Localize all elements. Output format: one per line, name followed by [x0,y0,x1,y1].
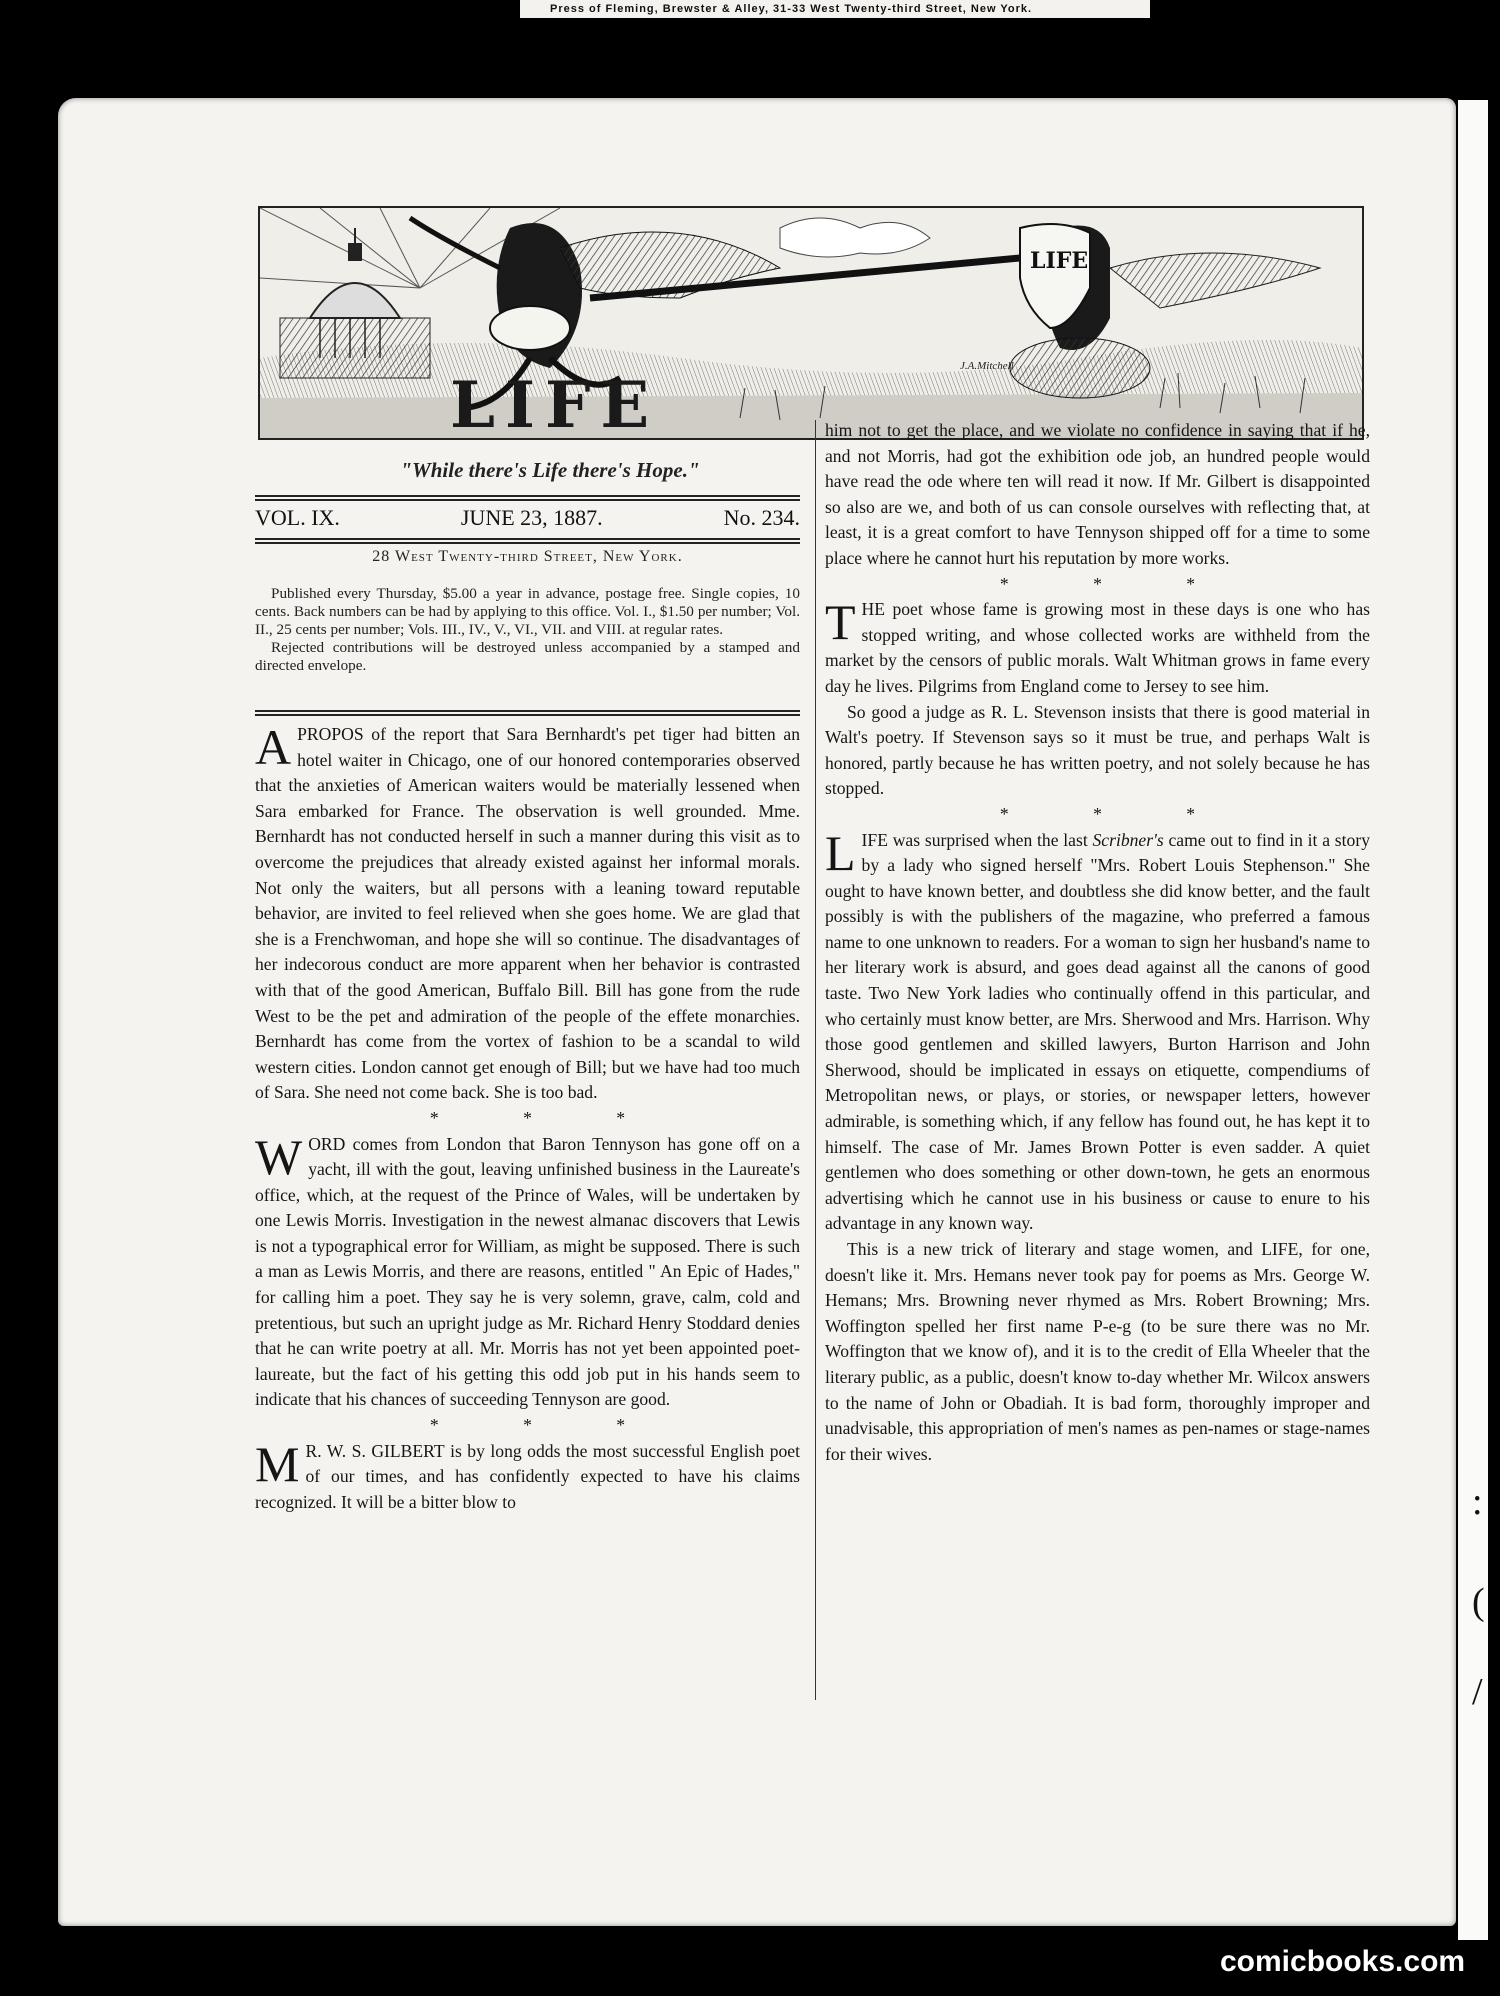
edge-glyph: : [1472,1481,1483,1523]
article-text: was surprised when the last [887,829,1093,850]
lead-in: PROPOS [297,724,364,744]
lead-in: IFE [861,829,888,850]
article-gilbert [255,1435,800,1516]
drop-cap: T [825,594,856,651]
issue-line [255,505,800,531]
article-pen-names [825,824,1370,1238]
watermark: comicbooks.com [1220,1945,1466,1978]
office-address: 28 West Twenty-third Street, New York. [372,548,683,565]
rule-info [255,710,800,712]
section-separator: * * * [999,803,1236,824]
subscription-terms: Published every Thursday, $5.00 a year in advance, postage free. Single copies, 10 cents. Back numbers can be had by applying to this office. Vol. I., $1.50 per number; Vol. II., 25 cents per number; Vols. III., IV., V., VI., VII. and VIII. at regular rates. [255,585,800,638]
article-text: poet whose fame is growing most in these days is one who has stopped writing, and whose collected works are withheld from the market by the censors of public morals. Walt Whitman grows in fame every day he lives. Pilgrims from England come to Jersey to see him. [825,599,1370,696]
shield-text: LIFE [1030,248,1089,274]
article-tennyson [255,1128,800,1414]
volume: VOL. IX. [255,505,340,530]
printer-imprint: Press of Fleming, Brewster & Alley, 31-33 West Twenty-third Street, New York. [520,0,1150,18]
masthead-illustration [258,206,1364,440]
lead-in: HE [861,599,885,620]
drop-cap: M [255,1435,300,1492]
edge-glyph: ( [1472,1581,1485,1623]
article-text: of the report that Sara Bernhardt's pet tiger had bitten an hotel waiter in Chicago, one of our honored contemporaries observed that the anxieties of American waiters would be materially lessened when Sara embarked for France. The observation is well grounded. Mme. Bernhardt has not conducted herself in such a manner during this visit as to overcome the prejudices that already existed against her informal morals. Not only the waiters, but all persons with a leaning toward reputable behavior, are invited to feel relieved when she goes home. We are glad that she is a Frenchwoman, and hope she will so continue. The disadvantages of her indecorous conduct are more apparent when her behavior is contrasted with that of the good American, Buffalo Bill. Bill has gone from the rude West to be the pet and admiration of the people of the effete monarchies. Bernhardt has come from the vortex of fashion to be a scandal to wild western cities. London cannot get enough of Bill; but we have had too much of Sara. She need not come back. She is too bad. [255,724,800,1103]
contribution-notice: Rejected contributions will be destroyed unless accompanied by a stamped and directed envelope. [255,639,800,674]
article-text: is by long odds the most successful English poet of our times, and has confidently expected to have his claims recognized. It will be a bitter blow to [255,1440,800,1512]
edge-glyph: / [1472,1671,1483,1713]
drop-cap: A [255,719,292,775]
issue-number: No. 234. [723,505,800,530]
article-stevenson: So good a judge as R. L. Stevenson insists that there is good material in Walt's poetry. If Stevenson says so it must be true, and perhaps Walt is honored, partly because he has written poetry, and not solely because he has stopped. [825,701,1370,799]
magazine-title: Scribner's [1092,829,1164,850]
smoke-trail [1110,253,1320,308]
rule-top [255,495,800,497]
publication-info [255,585,800,675]
lead-in: R. W. S. GILBERT [305,1440,445,1461]
left-column [255,719,800,1515]
article-whitman [825,594,1370,699]
capitol-dome [280,228,430,378]
article-gilbert-continued: him not to get the place, and we violate no confidence in saying that if he, and not Morris, had got the exhibition ode job, an hundred people would have read the ode where ten will read it now. If Mr. Gilbert is disappointed so also are we, and both of us can console ourselves with reflecting that, at least, it is a great comfort to have Tennyson shipped off for a time to some place where he cannot hurt his reputation by more works. [825,420,1370,568]
motto: "While there's Life there's Hope." [400,458,700,482]
article-pen-names-conclusion: This is a new trick of literary and stage women, and LIFE, for one, doesn't like it. Mrs. Hemans never took pay for poems as Mrs. George W. Hemans; Mrs. Browning never rhymed as Mrs. Robert Browning; Mrs. Woffington spelled her first name P-e-g (to be sure there was no Mr. Woffington that we know of), and it is to the credit of Ella Wheeler that the literary public, as a public, doesn't know to-day whether Mr. Wilcox answers to the name of John or Obadiah. It is bad form, thoroughly improper and unadvisable, this appropriation of men's names as pen-names or stage-names for their wives. [825,1239,1370,1464]
section-separator: * * * [429,1107,666,1128]
issue-date: JUNE 23, 1887. [460,505,603,530]
rule-info-2 [255,714,800,716]
section-separator: * * * [999,573,1236,594]
lead-in: ORD [308,1133,346,1154]
masthead-drawing [260,208,1362,438]
column-divider [815,420,816,1700]
rule-bottom-2 [255,542,800,544]
drop-cap: L [825,824,856,881]
drop-cap: W [255,1128,303,1185]
article-text: came out to find in it a story by a lady who signed herself "Mrs. Robert Louis Stephenson." She ought to have known better, and doubtless she did know better, and the fault possibly is with the publishers of the magazine, who preferred a famous name to one unknown to readers. For a woman to sign her husband's name to her literary work is absurd, and goes dead against all the canons of good taste. Two New York ladies who continually offend in this particular, and who certainly must know better, are Mrs. Sherwood and Mrs. Harrison. Why those good gentlemen and skilled lawyers, Burton Harrison and John Sherwood, should be implicated in essays on etiquette, compendiums of Metropolitan news, or plays, or stories, or newspaper letters, however admirable, is something which, if any fellow has found out, he has kept it to himself. The case of Mr. James Brown Potter is even sadder. A quiet gentlemen who does something or other down-town, he gets an enormous advertising which he cannot use in his business or cause to enure to his advantage in any known way. [825,829,1370,1234]
rule-bottom [255,538,800,540]
rule-top-2 [255,499,800,501]
right-column [825,418,1370,1467]
article-bernhardt [255,719,800,1106]
next-page-edge [1458,100,1488,1940]
artist-signature: J.A.Mitchell [960,360,1014,372]
masthead-title: LIFE [450,368,660,440]
section-separator: * * * [429,1415,666,1436]
article-text: comes from London that Baron Tennyson has gone off on a yacht, ill with the gout, leaving unfinished business in the Laureate's office, which, at the request of the Prince of Wales, will be undertaken by one Lewis Morris. Investigation in the newest almanac discovers that Lewis is not a typographical error for William, as might be supposed. There is such a man as Lewis Morris, and there are reasons, entitled " An Epic of Hades," for calling him a poet. They say he is very solemn, grave, calm, cold and pretentious, but such an upright judge as Mr. Richard Henry Stoddard denies that he can write poetry at all. Mr. Morris has not yet been appointed poet-laureate, but the fact of his getting this odd job put in his hands seem to indicate that his chances of succeeding Tennyson are good. [255,1133,800,1410]
